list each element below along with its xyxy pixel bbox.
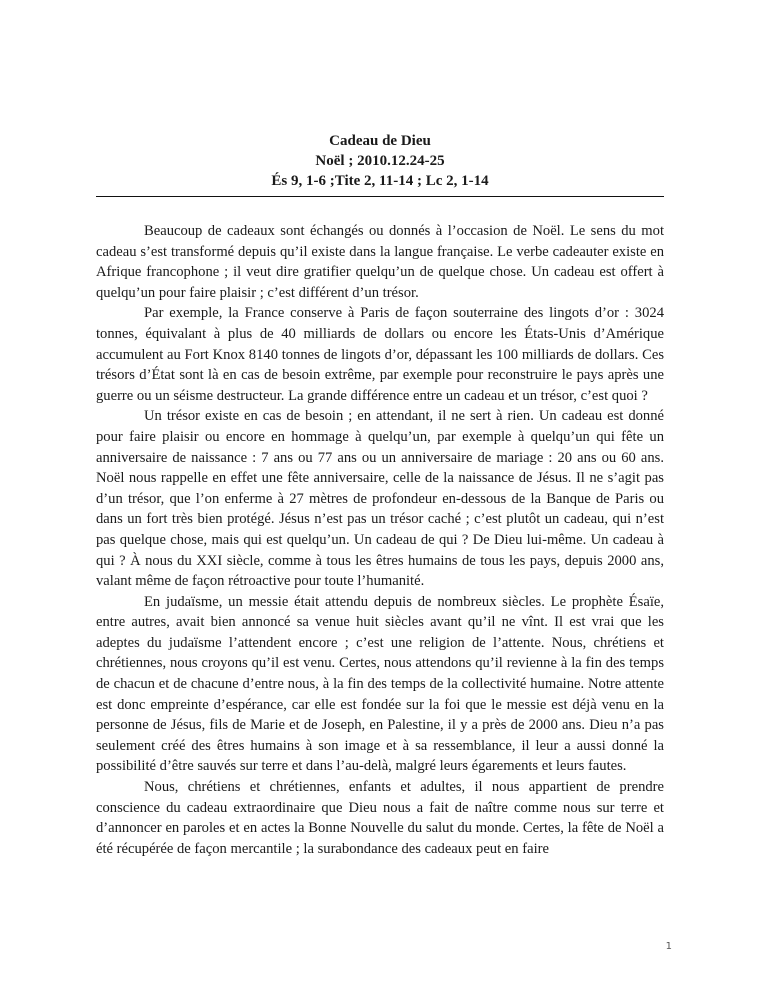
paragraph: Nous, chrétiens et chrétiennes, enfants et adultes, il nous appartient de prendre conscience du cadeau extraordinaire que Dieu nous a fait de naître comme nous sur terre et d’annoncer en paroles et en actes la Bonne Nouvelle du salut du monde. Certes, la fête de Noël a été récupérée de façon mercantile ; la surabondance des cadeaux peut en faire — [96, 779, 664, 857]
sermon-header — [96, 131, 664, 191]
sermon-title: Cadeau de Dieu — [329, 133, 431, 149]
header-divider — [96, 196, 664, 197]
scripture-references: És 9, 1-6 ;Tite 2, 11-14 ; Lc 2, 1-14 — [271, 173, 489, 189]
paragraph: Beaucoup de cadeaux sont échangés ou donnés à l’occasion de Noël. Le sens du mot cadeau s’est transformé depuis qu’il existe dans la langue française. Le verbe cadeauter existe en Afrique francophone ; il veut dire gratifier quelqu’un de quelque chose. Un cadeau est offert à quelqu’un pour faire plaisir ; c’est différent d’un trésor. — [96, 223, 664, 301]
sermon-date: Noël ; 2010.12.24-25 — [315, 153, 445, 169]
paragraph: Un trésor existe en cas de besoin ; en attendant, il ne sert à rien. Un cadeau est donné pour faire plaisir ou encore en hommage à quelqu’un, par exemple à quelqu’un qui fête un anniversaire de naissance : 7 ans ou 77 ans ou un anniversaire de mariage : 20 ans ou 60 ans. Noël nous rappelle en effet une fête anniversaire, celle de la naissance de Jésus. Il ne s’agit pas d’un trésor, que l’on enferme à 27 mètres de profondeur en-dessous de la Banque de Paris ou dans un fort très bien protégé. Jésus n’est pas un trésor caché ; c’est plutôt un cadeau, qui n’est pas quelque chose, mais qui est quelqu’un. Un cadeau de qui ? De Dieu lui-même. Un cadeau à qui ? À nous du XXI siècle, comme à tous les êtres humains de tous les pays, depuis 2000 ans, valant même de façon rétroactive pour toute l’humanité. — [96, 408, 664, 590]
paragraph: En judaïsme, un messie était attendu depuis de nombreux siècles. Le prophète Ésaïe, entre autres, avait bien annoncé sa venue huit siècles avant qu’il ne vînt. Il est vrai que les adeptes du judaïsme l’attendent encore ; c’est une religion de l’attente. Nous, chrétiens et chrétiennes, nous croyons qu’il est venu. Certes, nous attendons qu’il revienne à la fin des temps de chacun et de chacune d’entre nous, à la fin des temps de la collectivité humaine. Notre attente est donc empreinte d’espérance, car elle est fondée sur la foi que le messie est déjà venu en la personne de Jésus, fils de Marie et de Joseph, en Palestine, il y a près de 2000 ans. Dieu n’a pas seulement créé des êtres humains à son image et à sa ressemblance, il leur a aussi donné la possibilité d’être sauvés sur terre et dans l’au-delà, malgré leurs égarements et leurs fautes. — [96, 593, 664, 775]
page-number: 1 — [665, 941, 672, 952]
paragraph: Par exemple, la France conserve à Paris de façon souterraine des lingots d’or : 3024 tonnes, équivalant à plus de 40 milliards de dollars ou encore les États-Unis d’Amérique accumulent au Fort Knox 8140 tonnes de lingots d’or, dépassant les 100 milliards de dollars. Ces trésors d’État sont là en cas de besoin extrême, par exemple pour reconstruire le pays après une guerre ou un séisme destructeur. La grande différence entre un cadeau et un trésor, c’est quoi ? — [96, 305, 664, 404]
sermon-body — [96, 221, 664, 859]
